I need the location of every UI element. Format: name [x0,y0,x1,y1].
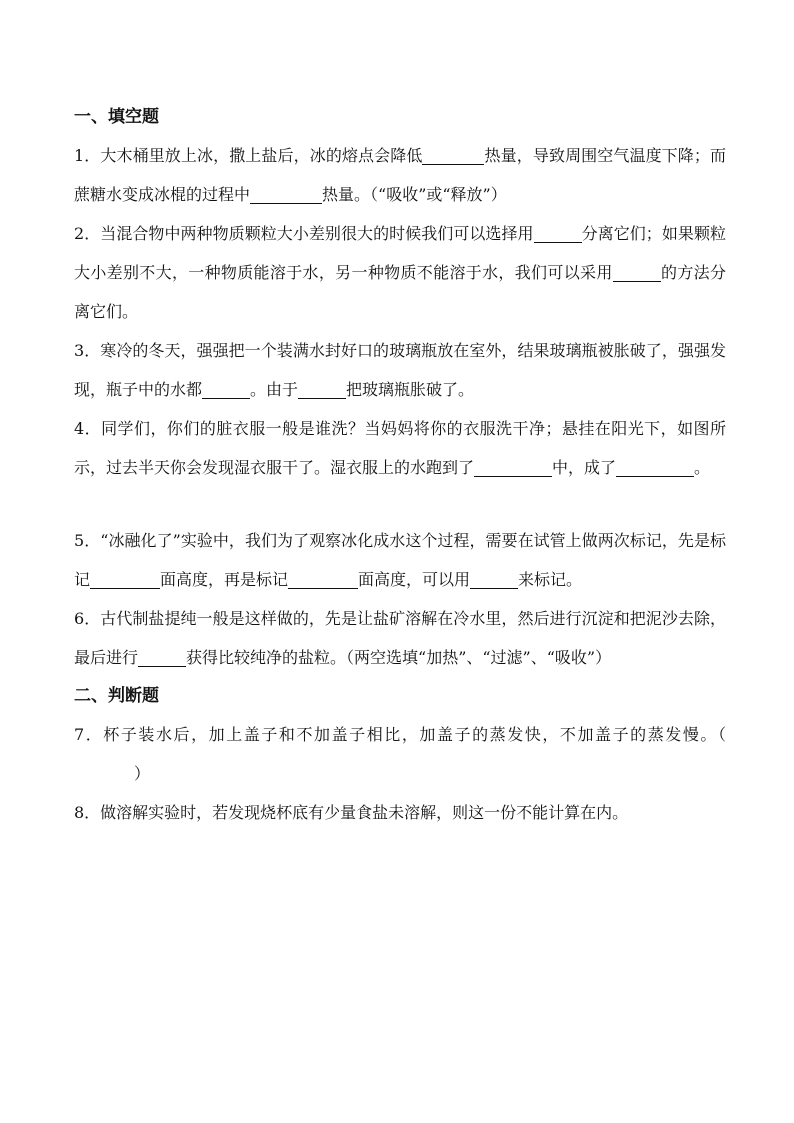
question-3 [74,331,726,409]
question-7-text-b: ） [134,764,151,783]
answer-blank-4b[interactable] [616,458,694,477]
answer-blank-2b[interactable] [613,263,661,282]
question-5-text-a: 5．“冰融化了”实验中，我们为了观察冰化成水这个过程，需要在试管上做两次标记，先是标记 [74,531,726,589]
question-1-text-b: 热量，导致周围空气温度下降；而蔗糖水变成冰棍的过程中 [74,146,726,204]
question-8 [74,793,726,832]
question-2-text-c: 的方法分离它们。 [74,263,726,321]
section-title-true-false: 二、判断题 [74,686,159,706]
question-2-text-b: 分离它们；如果颗粒大小差别不大，一种物质能溶于水，另一种物质不能溶于水，我们可以采用 [74,224,726,282]
question-6-text-b: 获得比较纯净的盐粒。（两空选填“加热”、“过滤”、“吸收”） [186,648,612,667]
question-4-text-c: 。 [694,458,711,477]
question-4-text-b: 中，成了 [552,458,617,477]
spacer [74,487,726,521]
answer-blank-6a[interactable] [138,648,186,667]
question-7 [74,715,726,793]
question-6 [74,599,726,677]
answer-blank-3b[interactable] [298,380,346,399]
question-4-text-a: 4．同学们，你们的脏衣服一般是谁洗？当妈妈将你的衣服洗干净；悬挂在阳光下，如图所示，过去半天你会发现湿衣服干了。湿衣服上的水跑到了 [74,419,726,477]
question-2 [74,214,726,331]
question-2-text-a: 2．当混合物中两种物质颗粒大小差别很大的时候我们可以选择用 [74,224,534,243]
question-3-text-b: 。由于 [250,380,299,399]
question-7-text-a: 7．杯子装水后，加上盖子和不加盖子相比，加盖子的蒸发快，不加盖子的蒸发慢。（ [74,725,726,744]
question-1-text-a: 1．大木桶里放上冰，撒上盐后，冰的熔点会降低 [74,146,423,165]
question-3-text-c: 把玻璃瓶胀破了。 [346,380,475,399]
question-1 [74,136,726,214]
question-5-text-b: 面高度，再是标记 [160,570,289,589]
question-5-text-c: 面高度，可以用 [358,570,471,589]
question-4 [74,409,726,487]
answer-blank-5b[interactable] [288,570,358,589]
question-6-text-a: 6．古代制盐提纯一般是这样做的，先是让盐矿溶解在冷水里，然后进行沉淀和把泥沙去除，最后进行 [74,609,726,667]
question-5-text-d: 来标记。 [518,570,583,589]
question-3-text-a: 3．寒冷的冬天，强强把一个装满水封好口的玻璃瓶放在室外，结果玻璃瓶被胀破了，强强发现，瓶子中的水都 [74,341,726,399]
section-title-fill-in: 一、填空题 [74,107,159,127]
answer-blank-5c[interactable] [470,570,518,589]
answer-blank-4a[interactable] [474,458,552,477]
answer-blank-5a[interactable] [90,570,160,589]
question-5 [74,521,726,599]
answer-blank-1b[interactable] [250,185,322,204]
question-8-text-a: 8．做溶解实验时，若发现烧杯底有少量食盐未溶解，则这一份不能计算在内。 [74,803,629,822]
question-1-text-c: 热量。（“吸收”或“释放”） [322,185,507,204]
worksheet-content [74,98,726,832]
answer-blank-3a[interactable] [202,380,250,399]
answer-blank-2a[interactable] [534,224,582,243]
answer-blank-1a[interactable] [422,146,484,165]
